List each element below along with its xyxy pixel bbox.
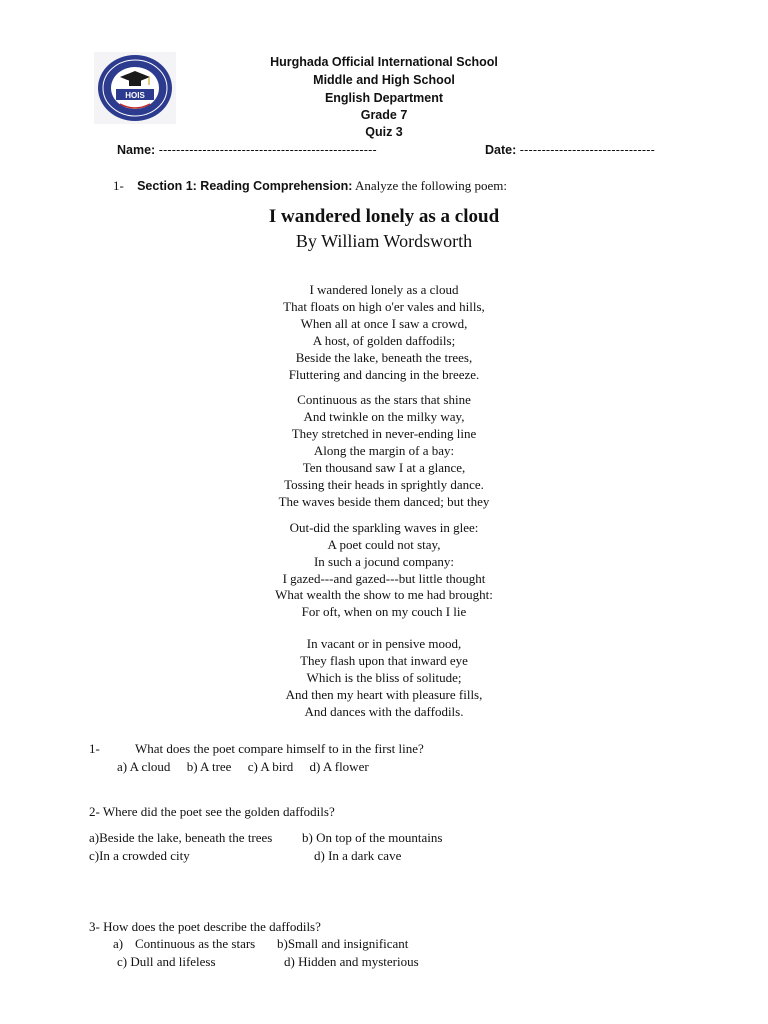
option-d[interactable]: d) A flower	[309, 759, 369, 774]
logo-text: HOIS	[125, 91, 145, 100]
name-blank[interactable]: --------------------------------------------------	[158, 143, 377, 157]
question-1-number: 1-	[89, 741, 100, 756]
name-field[interactable]	[117, 143, 377, 157]
poem-stanza-4	[0, 636, 768, 721]
option-b[interactable]: b)Small and insignificant	[277, 936, 409, 951]
section-label: Section 1: Reading Comprehension:	[137, 179, 353, 193]
poem-stanza-2	[0, 392, 768, 510]
option-b[interactable]: b) On top of the mountains	[302, 830, 443, 845]
poem-line: And then my heart with pleasure fills,	[285, 686, 483, 702]
option-a[interactable]: a) A cloud	[117, 759, 171, 774]
poem-line: They stretched in never-ending line	[291, 426, 477, 442]
poem-line: A host, of golden daffodils;	[312, 332, 456, 348]
name-label: Name:	[117, 143, 156, 157]
option-c[interactable]: c) A bird	[247, 759, 294, 774]
school-name: Hurghada Official International School	[270, 55, 498, 69]
option-a[interactable]	[113, 936, 255, 952]
poem-line: What wealth the show to me had brought:	[275, 587, 493, 603]
option-d[interactable]: d) Hidden and mysterious	[284, 954, 419, 969]
question-1-options	[117, 759, 382, 775]
poem-line: They flash upon that inward eye	[300, 653, 468, 669]
date-field[interactable]	[485, 143, 655, 157]
option-a-bullet: a)	[113, 936, 124, 951]
option-c[interactable]: c) Dull and lifeless	[117, 954, 216, 969]
poem-line: I wandered lonely as a cloud	[309, 282, 459, 297]
poem-line: Ten thousand saw I at a glance,	[302, 460, 466, 476]
section-instruction: Analyze the following poem:	[354, 178, 507, 193]
poem-line: When all at once I saw a crowd,	[300, 315, 468, 331]
quiz-title: Quiz 3	[365, 125, 403, 139]
poem-line: A poet could not stay,	[327, 536, 441, 552]
question-1	[89, 741, 424, 757]
option-a[interactable]: a)Beside the lake, beneath the trees	[89, 830, 273, 845]
poem-stanza-1	[0, 282, 768, 383]
question-2-text: 2- Where did the poet see the golden daffodils?	[89, 804, 335, 819]
poem-author: By William Wordsworth	[295, 231, 473, 251]
poem-line: And dances with the daffodils.	[304, 703, 464, 719]
poem-line: The waves beside them danced; but they	[278, 493, 490, 509]
poem-line: Fluttering and dancing in the breeze.	[288, 366, 480, 382]
option-b[interactable]: b) A tree	[186, 759, 232, 774]
poem-line: Along the margin of a bay:	[313, 443, 455, 459]
section-heading	[113, 178, 507, 194]
department: English Department	[324, 91, 444, 105]
poem-line: Beside the lake, beneath the trees,	[295, 349, 473, 365]
poem-line: Tossing their heads in sprightly dance.	[284, 476, 484, 492]
poem-line: Which is the bliss of solitude;	[306, 670, 462, 686]
poem-stanza-3	[0, 520, 768, 621]
date-label: Date:	[485, 143, 517, 157]
question-1-text: What does the poet compare himself to in the first line?	[135, 741, 424, 756]
poem-title: I wandered lonely as a cloud	[268, 206, 500, 227]
option-c[interactable]: c)In a crowded city	[89, 848, 190, 863]
poem-line: I gazed---and gazed---but little thought	[282, 570, 486, 586]
grade: Grade 7	[360, 108, 408, 122]
poem-line: For oft, when on my couch I lie	[301, 604, 467, 620]
poem-body	[0, 282, 768, 730]
date-blank[interactable]: -------------------------------	[519, 143, 655, 157]
poem-line: Out-did the sparkling waves in glee:	[289, 519, 479, 535]
option-a-text: Continuous as the stars	[135, 936, 256, 951]
poem-line: Continuous as the stars that shine	[297, 392, 471, 408]
poem-line: That floats on high o'er vales and hills,	[283, 298, 485, 314]
option-d[interactable]: d) In a dark cave	[314, 848, 402, 863]
question-3-text: 3- How does the poet describe the daffodils?	[89, 919, 321, 934]
poem-line: And twinkle on the milky way,	[303, 409, 465, 425]
school-level: Middle and High School	[313, 73, 455, 87]
poem-line: In such a jocund company:	[313, 553, 455, 569]
poem-line: In vacant or in pensive mood,	[306, 636, 462, 652]
section-number: 1-	[113, 178, 124, 193]
